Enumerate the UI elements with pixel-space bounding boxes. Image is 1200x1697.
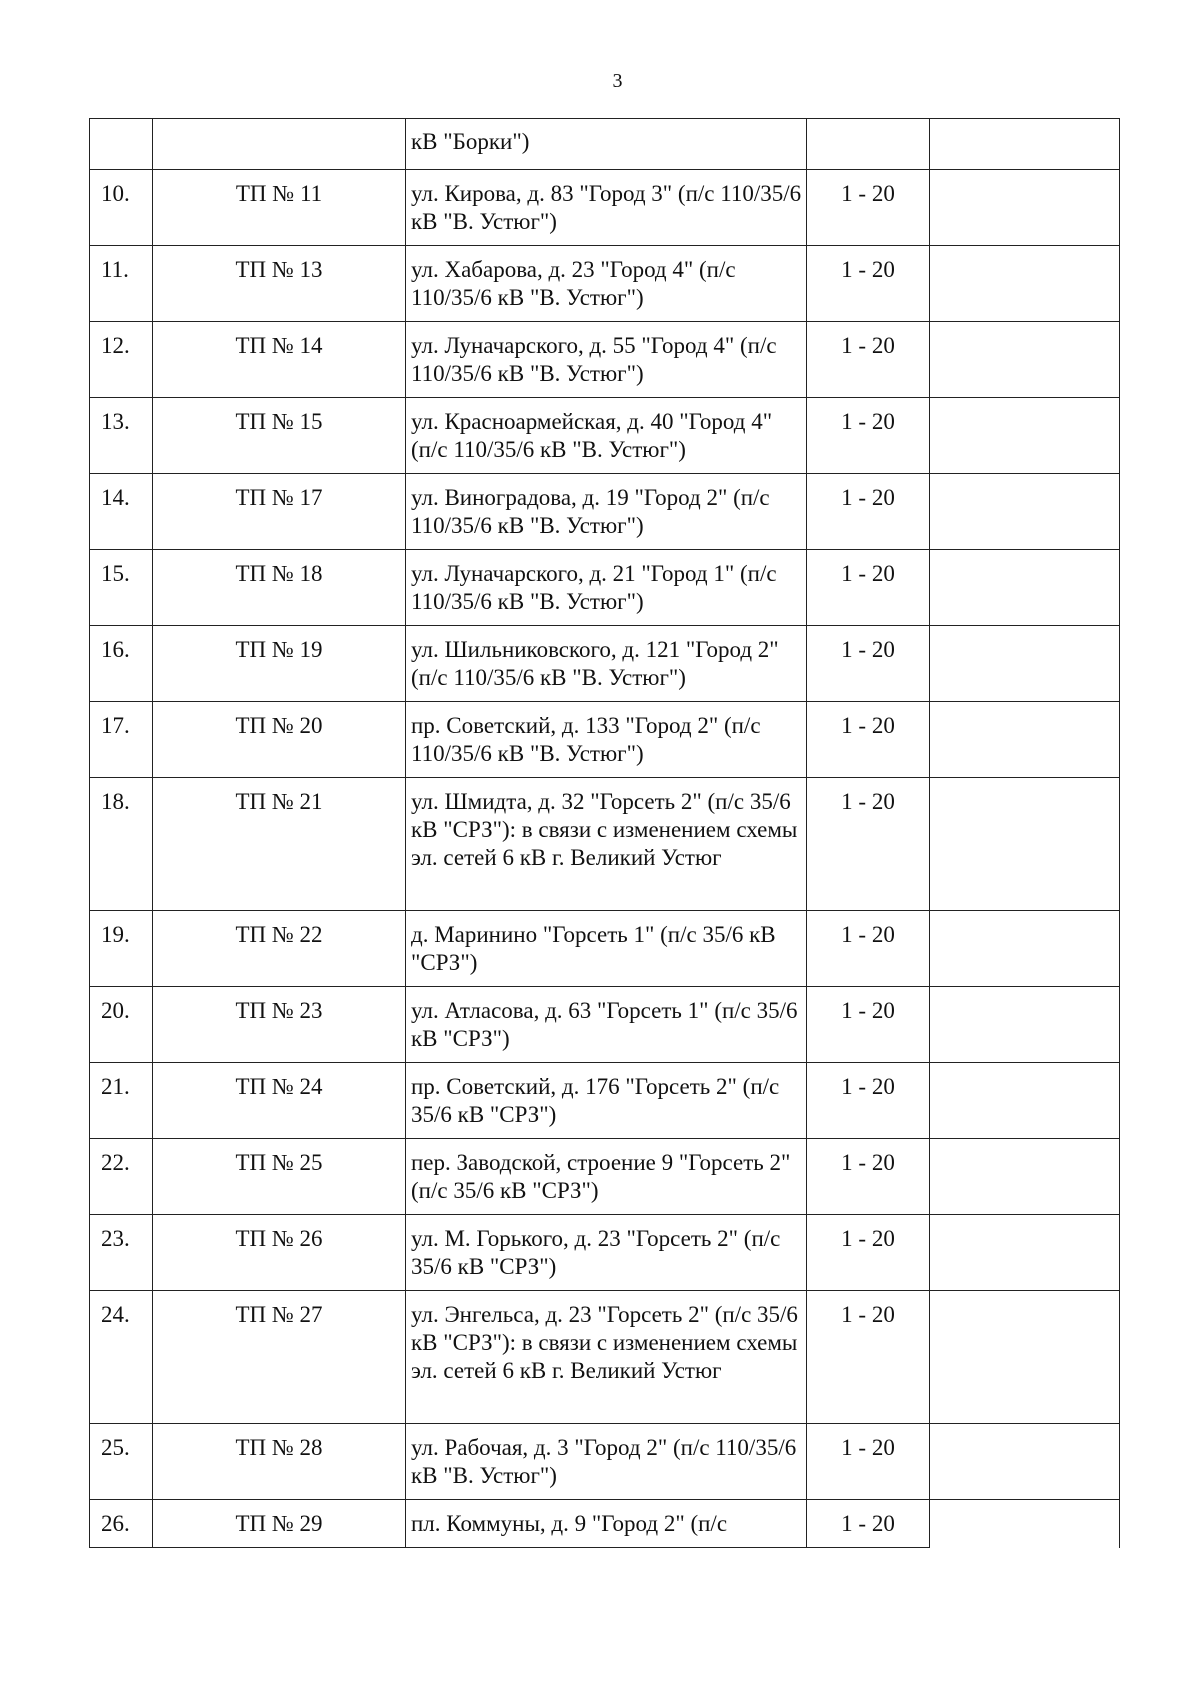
address-cell: кВ "Борки") [406, 119, 807, 170]
extra-cell [930, 322, 1120, 398]
address-cell: ул. Красноармейская, д. 40 "Город 4" (п/с 110/35/6 кВ "В. Устюг") [406, 398, 807, 474]
row-number-cell [90, 119, 153, 170]
table-row [90, 246, 1120, 322]
address-cell: пер. Заводской, строение 9 "Горсеть 2" (п/с 35/6 кВ "СРЗ") [406, 1139, 807, 1215]
extra-cell [930, 170, 1120, 246]
time-cell: 1 - 20 [807, 550, 930, 626]
substation-cell: ТП № 17 [153, 474, 406, 550]
address-cell: ул. Хабарова, д. 23 "Город 4" (п/с 110/35/6 кВ "В. Устюг") [406, 246, 807, 322]
time-cell: 1 - 20 [807, 1215, 930, 1291]
substation-cell: ТП № 22 [153, 911, 406, 987]
time-cell: 1 - 20 [807, 987, 930, 1063]
page-number: 3 [612, 70, 623, 92]
extra-cell [930, 778, 1120, 911]
substation-cell: ТП № 15 [153, 398, 406, 474]
address-cell: ул. Энгельса, д. 23 "Горсеть 2" (п/с 35/6 кВ "СРЗ"): в связи с изменением схемы эл. сетей 6 кВ г. Великий Устюг [406, 1291, 807, 1424]
row-number-cell: 16. [90, 626, 153, 702]
address-cell: ул. Луначарского, д. 21 "Город 1" (п/с 110/35/6 кВ "В. Устюг") [406, 550, 807, 626]
address-cell: пр. Советский, д. 176 "Горсеть 2" (п/с 35/6 кВ "СРЗ") [406, 1063, 807, 1139]
table-row [90, 626, 1120, 702]
address-cell: ул. Шильниковского, д. 121 "Город 2" (п/с 110/35/6 кВ "В. Устюг") [406, 626, 807, 702]
table-row [90, 322, 1120, 398]
extra-cell [930, 1424, 1120, 1500]
row-number-cell: 10. [90, 170, 153, 246]
outage-table-container [89, 118, 1119, 1548]
address-cell: пл. Коммуны, д. 9 "Город 2" (п/с [406, 1500, 807, 1548]
address-cell: д. Маринино "Горсеть 1" (п/с 35/6 кВ "СРЗ") [406, 911, 807, 987]
time-cell: 1 - 20 [807, 322, 930, 398]
substation-cell: ТП № 28 [153, 1424, 406, 1500]
substation-cell: ТП № 27 [153, 1291, 406, 1424]
time-cell: 1 - 20 [807, 1063, 930, 1139]
table-row [90, 987, 1120, 1063]
time-cell: 1 - 20 [807, 778, 930, 911]
address-cell: ул. Рабочая, д. 3 "Город 2" (п/с 110/35/6 кВ "В. Устюг") [406, 1424, 807, 1500]
extra-cell [930, 550, 1120, 626]
table-row [90, 1424, 1120, 1500]
substation-cell: ТП № 29 [153, 1500, 406, 1548]
time-cell: 1 - 20 [807, 170, 930, 246]
address-cell: ул. Виноградова, д. 19 "Город 2" (п/с 110/35/6 кВ "В. Устюг") [406, 474, 807, 550]
address-cell: ул. Кирова, д. 83 "Город 3" (п/с 110/35/6 кВ "В. Устюг") [406, 170, 807, 246]
extra-cell [930, 911, 1120, 987]
table-row [90, 550, 1120, 626]
substation-cell: ТП № 13 [153, 246, 406, 322]
time-cell: 1 - 20 [807, 1424, 930, 1500]
table-row [90, 1291, 1120, 1424]
row-number-cell: 25. [90, 1424, 153, 1500]
row-number-cell: 19. [90, 911, 153, 987]
time-cell: 1 - 20 [807, 626, 930, 702]
row-number-cell: 11. [90, 246, 153, 322]
substation-cell: ТП № 26 [153, 1215, 406, 1291]
table-row [90, 398, 1120, 474]
row-number-cell: 26. [90, 1500, 153, 1548]
extra-cell [930, 1215, 1120, 1291]
time-cell: 1 - 20 [807, 1291, 930, 1424]
table-row [90, 1139, 1120, 1215]
extra-cell [930, 119, 1120, 170]
substation-cell [153, 119, 406, 170]
substation-cell: ТП № 23 [153, 987, 406, 1063]
table-row [90, 474, 1120, 550]
address-cell: ул. Атласова, д. 63 "Горсеть 1" (п/с 35/6 кВ "СРЗ") [406, 987, 807, 1063]
table-row [90, 170, 1120, 246]
time-cell: 1 - 20 [807, 398, 930, 474]
row-number-cell: 18. [90, 778, 153, 911]
extra-cell [930, 1139, 1120, 1215]
extra-cell [930, 1291, 1120, 1424]
extra-cell [930, 702, 1120, 778]
row-number-cell: 15. [90, 550, 153, 626]
table-row-continuation [90, 119, 1120, 170]
row-number-cell: 23. [90, 1215, 153, 1291]
table-body [90, 119, 1120, 1548]
substation-cell: ТП № 20 [153, 702, 406, 778]
table-row [90, 1063, 1120, 1139]
time-cell: 1 - 20 [807, 246, 930, 322]
table-row [90, 702, 1120, 778]
row-number-cell: 14. [90, 474, 153, 550]
time-cell [807, 119, 930, 170]
address-cell: ул. Шмидта, д. 32 "Горсеть 2" (п/с 35/6 кВ "СРЗ"): в связи с изменением схемы эл. сетей 6 кВ г. Великий Устюг [406, 778, 807, 911]
time-cell: 1 - 20 [807, 702, 930, 778]
row-number-cell: 20. [90, 987, 153, 1063]
row-number-cell: 22. [90, 1139, 153, 1215]
row-number-cell: 24. [90, 1291, 153, 1424]
row-number-cell: 12. [90, 322, 153, 398]
address-cell: пр. Советский, д. 133 "Город 2" (п/с 110/35/6 кВ "В. Устюг") [406, 702, 807, 778]
substation-cell: ТП № 19 [153, 626, 406, 702]
substation-cell: ТП № 25 [153, 1139, 406, 1215]
row-number-cell: 17. [90, 702, 153, 778]
row-number-cell: 21. [90, 1063, 153, 1139]
extra-cell [930, 474, 1120, 550]
row-number-cell: 13. [90, 398, 153, 474]
substation-cell: ТП № 24 [153, 1063, 406, 1139]
extra-cell [930, 246, 1120, 322]
time-cell: 1 - 20 [807, 474, 930, 550]
substation-cell: ТП № 21 [153, 778, 406, 911]
table-row [90, 1215, 1120, 1291]
extra-cell [930, 1500, 1120, 1548]
address-cell: ул. М. Горького, д. 23 "Горсеть 2" (п/с 35/6 кВ "СРЗ") [406, 1215, 807, 1291]
substation-cell: ТП № 14 [153, 322, 406, 398]
outage-table [89, 118, 1120, 1548]
time-cell: 1 - 20 [807, 1139, 930, 1215]
table-row [90, 778, 1120, 911]
extra-cell [930, 398, 1120, 474]
extra-cell [930, 1063, 1120, 1139]
time-cell: 1 - 20 [807, 911, 930, 987]
time-cell: 1 - 20 [807, 1500, 930, 1548]
extra-cell [930, 626, 1120, 702]
address-cell: ул. Луначарского, д. 55 "Город 4" (п/с 110/35/6 кВ "В. Устюг") [406, 322, 807, 398]
table-row [90, 1500, 1120, 1548]
extra-cell [930, 987, 1120, 1063]
substation-cell: ТП № 18 [153, 550, 406, 626]
table-row [90, 911, 1120, 987]
substation-cell: ТП № 11 [153, 170, 406, 246]
